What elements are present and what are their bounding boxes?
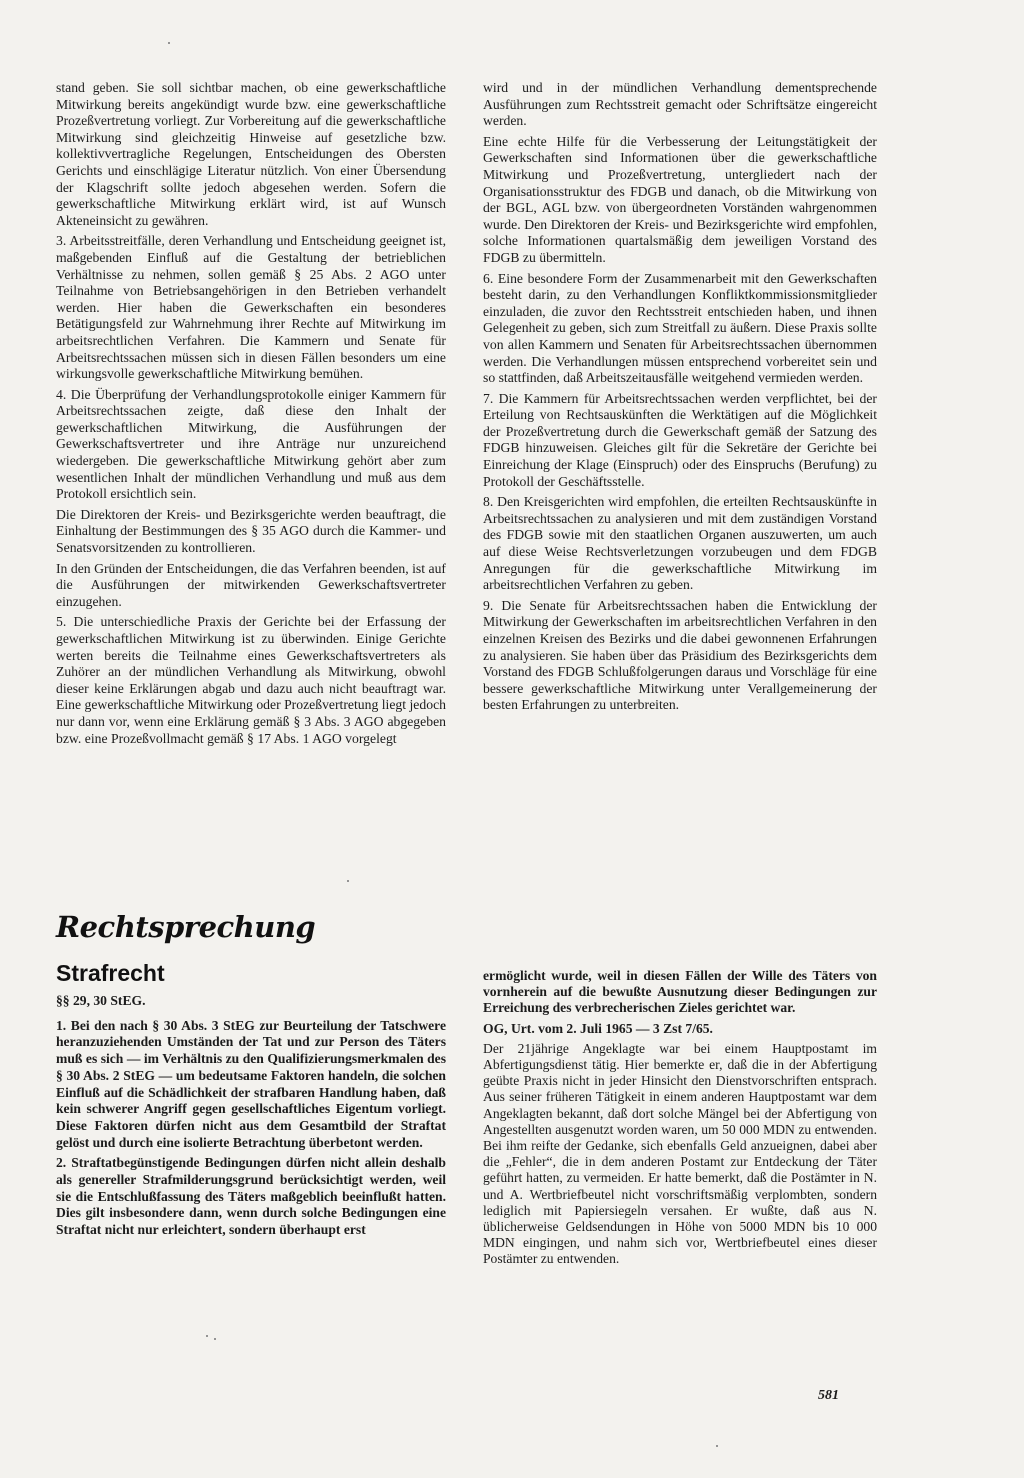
- paragraph: Die Direktoren der Kreis- und Bezirksgerichte werden beauftragt, die Einhaltung der Bestimmungen des § 35 AGO durch die Kammer- und Senatsvorsitzenden zu kontrollieren.: [56, 506, 446, 556]
- statute-reference: §§ 29, 30 StEG.: [56, 993, 146, 1008]
- scan-speck: [168, 42, 170, 44]
- case-facts-paragraph: Der 21jährige Angeklagte war bei einem Hauptpostamt im Abfertigungsdienst tätig. Hier bemerkte er, daß die in der Abfertigung geübte Praxis nicht in jeder Hinsicht den Dienstvorschriften entsprach. Aus seiner früheren Tätigkeit in einem anderen Hauptpostamt war dem Angeklagten bekannt, daß dort solche Mängel bei der Abfertigung von Angestellten ausgenutzt worden waren, um 50 000 MDN zu entwenden. Bei ihm reifte der Gedanke, sich ebenfalls Geld anzueignen, dabei aber die „Fehler“, die in dem anderen Postamt zur Entdeckung der Täter geführt hatten, zu vermeiden. Er hatte bemerkt, daß die Postämter in N. und A. Wertbriefbeutel nicht vorschriftsmäßig verplombten, sondern lediglich mit Papiersiegeln versahen. Er wußte, daß aus N. üblicherweise Geldsendungen in Höhe von 5000 MDN bis 10 000 MDN eingingen, und nahm sich vor, Wertbriefbeutel eines dieser Postämter zu entwenden.: [483, 1040, 877, 1267]
- scan-speck: [214, 1338, 216, 1340]
- headnote-paragraph: 1. Bei den nach § 30 Abs. 3 StEG zur Beurteilung der Tatschwere heranzuziehenden Umständen der Tat und zur Person des Täters muß es sich — im Verhältnis zu den Qualifizierungsmerkmalen des § 30 Abs. 2 StEG — um bedeutsame Faktoren handeln, die solchen Einfluß auf die Schädlichkeit der strafbaren Handlung haben, daß kein schwerer Angriff gegen gesellschaftliches Eigentum vorliegt. Diese Faktoren dürfen nicht aus dem Gesamtbild der Straftat gelöst und durch eine isolierte Betrachtung überbetont werden.: [56, 1017, 446, 1150]
- paragraph: Eine echte Hilfe für die Verbesserung der Leitungstätigkeit der Gewerkschaften sind Informationen über die gewerkschaftliche Mitwirkung und Prozeßvertretung, untergliedert nach der Organisationsstruktur des FDGB und danach, ob die Mitwirkung von der BGL, AGL bzw. von übergeordneten Vorständen wahrgenommen wurde. Den Direktoren der Kreis- und Bezirksgerichte wird empfohlen, solche Informationen quartalsmäßig dem jeweiligen Vorstand des FDGB zu übermitteln.: [483, 133, 877, 265]
- text-column-top-left: [56, 80, 446, 751]
- paragraph: In den Gründen der Entscheidungen, die das Verfahren beenden, ist auf die Ausführungen der mitwirkenden Gewerkschaftsvertreter einzugehen.: [56, 560, 446, 609]
- scan-speck: [206, 1335, 208, 1337]
- headnote-paragraph: 2. Straftatbegünstigende Bedingungen dürfen nicht allein deshalb als genereller Strafmilderungsgrund berücksichtigt werden, weil sie die Entschlußfassung des Täters maßgeblich beeinflußt hatten. Dies gilt insbesondere dann, wenn durch solche Bedingungen eine Straftat nicht nur erleichtert, sondern überhaupt erst: [56, 1155, 446, 1238]
- paragraph: 6. Eine besondere Form der Zusammenarbeit mit den Gewerkschaften besteht darin, zu den Verhandlungen Konfliktkommissionsmitglieder einzuladen, die zuvor den Rechtsstreit entschieden haben, und ihnen Gelegenheit zu geben, sich zum Streitfall zu äußern. Diese Praxis sollte von allen Kammern und Senaten für Arbeitsrechtssachen übernommen werden. Die Verhandlungen müssen entsprechend vorbereitet sein und so stattfinden, daß Arbeitszeitausfälle weitgehend vermieden werden.: [483, 270, 877, 386]
- paragraph: 5. Die unterschiedliche Praxis der Gerichte bei der Erfassung der gewerkschaftlichen Mitwirkung ist zu überwinden. Einige Gerichte werten bereits die Teilnahme eines Gewerkschaftsvertreters als Zuhörer an der mündlichen Verhandlung als Mitwirkung, obwohl dieser keine Erklärungen abgab und dazu auch nicht beauftragt war. Eine gewerkschaftliche Mitwirkung oder Prozeßvertretung liegt jedoch nur dann vor, wenn eine Erklärung gemäß § 3 Abs. 3 AGO abgegeben bzw. eine Prozeßvollmacht gemäß § 17 Abs. 1 AGO vorgelegt: [56, 614, 446, 746]
- paragraph: wird und in der mündlichen Verhandlung dementsprechende Ausführungen zum Rechtsstreit gemacht oder Schriftsätze eingereicht werden.: [483, 80, 877, 129]
- subsection-heading: Strafrecht: [56, 960, 165, 986]
- page-number: 581: [818, 1388, 839, 1403]
- text-column-top-right: [483, 80, 877, 718]
- paragraph: 9. Die Senate für Arbeitsrechtssachen haben die Entwicklung der Mitwirkung der Gewerkschaften im arbeitsrechtlichen Verfahren in den einzelnen Kreisen des Bezirks und die dabei gewonnenen Erfahrungen zu analysieren. Sie haben über das Präsidium des Bezirksgerichts dem Vorstand des FDGB Schlußfolgerungen daraus und Vorschläge für eine bessere gewerkschaftliche Mitwirkung unter Verallgemeinerung der besten Erfahrungen zu unterbreiten.: [483, 597, 877, 713]
- paragraph: 8. Den Kreisgerichten wird empfohlen, die erteilten Rechtsauskünfte in Arbeitsrechtssachen zu analysieren und mit dem zuständigen Vorstand des FDGB sowie mit den staatlichen Organen auszuwerten, um auch auf diese Weise Rechtsverletzungen vorzubeugen und dem FDGB Anregungen für die gewerkschaftliche Mitwirkung im arbeitsrechtlichen Verfahren zu geben.: [483, 494, 877, 593]
- scan-speck: [347, 880, 349, 882]
- paragraph: 3. Arbeitsstreitfälle, deren Verhandlung und Entscheidung geeignet ist, maßgebenden Einfluß auf die Gestaltung der betrieblichen Verhältnisse zu nehmen, sollen gemäß § 25 Abs. 2 AGO unter Teilnahme von Betriebsangehörigen in den Betrieben verhandelt werden. Hier haben die Gewerkschaften ein besonderes Betätigungsfeld zur Wahrnehmung ihrer Rechte auf Mitwirkung im arbeitsrechtlichen Verfahren. Die Kammern und Senate für Arbeitsrechtssachen müssen sich in diesen Fällen besonders um eine wirkungsvolle gewerkschaftliche Mitwirkung bemühen.: [56, 233, 446, 382]
- text-column-bottom-right: [483, 968, 877, 1272]
- paragraph: stand geben. Sie soll sichtbar machen, ob eine gewerkschaftliche Mitwirkung bereits angekündigt wurde bzw. eine gewerkschaftliche Prozeßvertretung vorliegt. Zur Vorbereitung auf die gewerkschaftliche Mitwirkung sind gleichzeitig Hinweise auf gesetzliche bzw. kollektivvertragliche Regelungen, Entscheidungen des Obersten Gerichts und einschlägige Literatur nützlich. Von einer Übersendung der Klagschrift sollte jedoch abgesehen werden. Sofern die gewerkschaftliche Mitwirkung erklärt wird, ist auf Wunsch Akteneinsicht zu gewähren.: [56, 80, 446, 228]
- section-heading: Rechtsprechung: [56, 910, 316, 944]
- scan-speck: [716, 1445, 718, 1447]
- text-column-bottom-left: [56, 993, 446, 1243]
- paragraph: 4. Die Überprüfung der Verhandlungsprotokolle einiger Kammern für Arbeitsrechtssachen zeigte, daß diese den Inhalt der gewerkschaftlichen Mitwirkung, die Ausführungen der Gewerkschaftsvertreter und ihre Anträge nur unzureichend wiedergeben. Die gewerkschaftliche Mitwirkung gehört aber zum wesentlichen Inhalt der mündlichen Verhandlung und muß aus dem Protokoll ersichtlich sein.: [56, 386, 446, 502]
- headnote-continuation: ermöglicht wurde, weil in diesen Fällen der Wille des Täters von vornherein auf die bewußte Ausnutzung dieser Bedingungen zur Erreichung des verbrecherischen Zieles gerichtet war.: [483, 968, 877, 1016]
- court-citation: OG, Urt. vom 2. Juli 1965 — 3 Zst 7/65.: [483, 1020, 713, 1036]
- paragraph: 7. Die Kammern für Arbeitsrechtssachen werden verpflichtet, bei der Erteilung von Rechtsauskünften die Werktätigen auf die Möglichkeit der Prozeßvertretung durch die Gewerkschaft gemäß der Satzung des FDGB hinzuweisen. Gleiches gilt für die Sekretäre der Gerichte bei Einreichung der Klage (Einspruch) oder des Einspruchs (Berufung) zu Protokoll der Geschäftsstelle.: [483, 390, 877, 489]
